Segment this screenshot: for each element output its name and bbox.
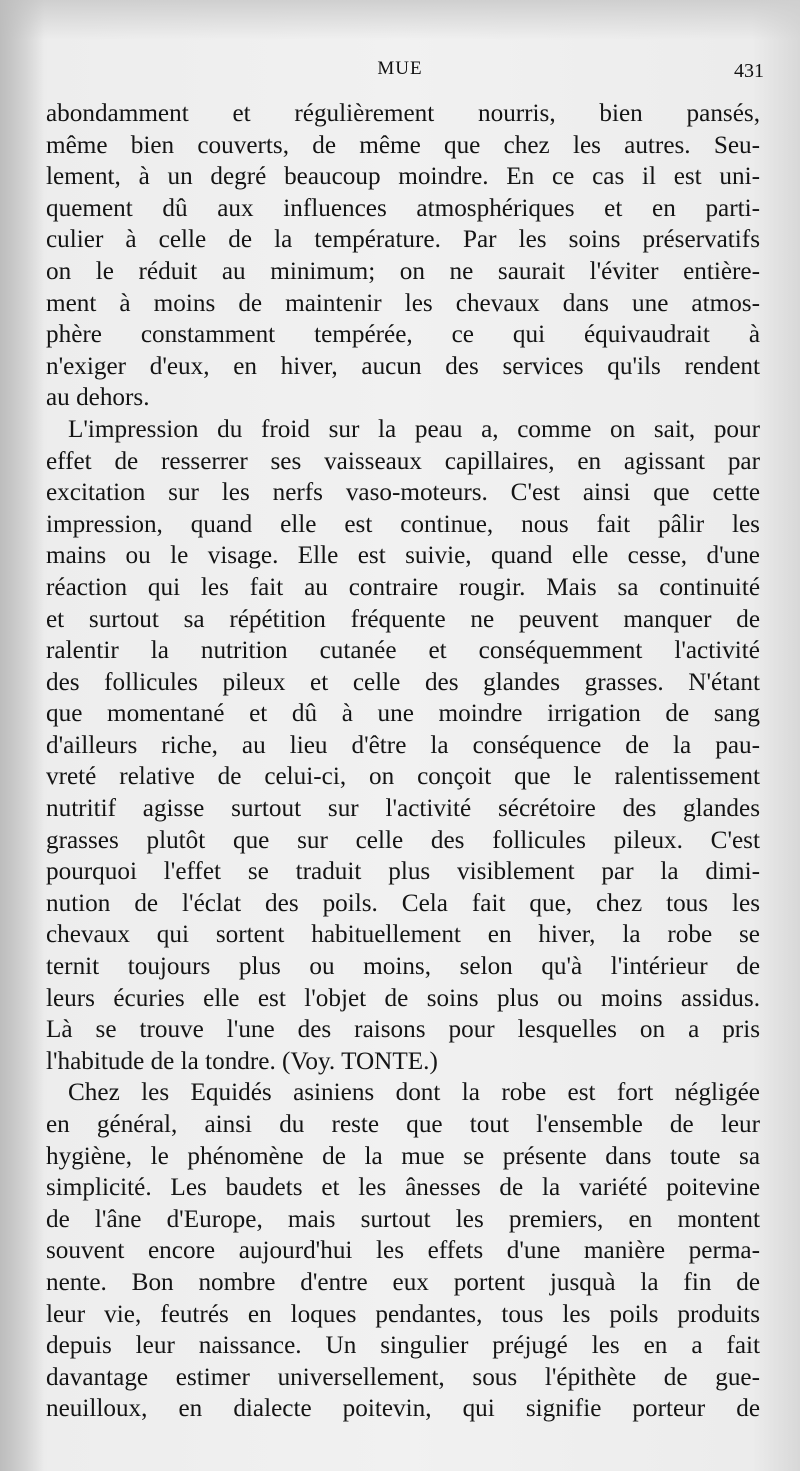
text-line: que momentané et dû à une moindre irrigation de sang <box>46 700 760 728</box>
paragraph-2 <box>46 414 760 1077</box>
text-line: ralentir la nutrition cutanée et conséquemment l'activité <box>46 637 760 665</box>
page-number: 431 <box>734 60 764 82</box>
text-line: neuilloux, en dialecte poitevin, qui signifie porteur de <box>46 1395 760 1423</box>
text-line: chevaux qui sortent habituellement en hiver, la robe se <box>46 921 760 949</box>
text-line: on le réduit au minimum; on ne saurait l'éviter entière- <box>46 257 760 285</box>
text-line: davantage estimer universellement, sous l'épithète de gue- <box>46 1363 760 1391</box>
text-line: culier à celle de la température. Par les soins préservatifs <box>46 226 760 254</box>
text-line: en général, ainsi du reste que tout l'ensemble de leur <box>46 1111 760 1138</box>
text-line: au dehors. <box>46 384 150 412</box>
scan-shadow-left <box>0 0 44 1471</box>
text-line: et surtout sa répétition fréquente ne peuvent manquer de <box>46 605 760 633</box>
text-line: réaction qui les fait au contraire rougir. Mais sa continuité <box>46 573 760 601</box>
text-line: leur vie, feutrés en loques pendantes, tous les poils produits <box>46 1300 760 1328</box>
text-line: excitation sur les nerfs vaso-moteurs. C'est ainsi que cette <box>46 479 760 507</box>
text-line: nutritif agisse surtout sur l'activité sécrétoire des glandes <box>46 795 760 823</box>
text-line: nution de l'éclat des poils. Cela fait que, chez tous les <box>46 889 760 917</box>
text-line: hygiène, le phénomène de la mue se présente dans toute sa <box>46 1142 760 1170</box>
text-line: Chez les Equidés asiniens dont la robe est fort négligée <box>68 1079 760 1107</box>
scan-shadow-top <box>0 0 800 40</box>
running-head: MUE <box>377 58 423 79</box>
text-line: Là se trouve l'une des raisons pour lesquelles on a pris <box>46 1016 760 1044</box>
text-line: ment à moins de maintenir les chevaux dans une atmos- <box>46 289 760 317</box>
text-line: grasses plutôt que sur celle des follicules pileux. C'est <box>46 826 760 854</box>
text-line: mains ou le visage. Elle est suivie, quand elle cesse, d'une <box>46 542 760 570</box>
text-line: simplicité. Les baudets et les ânesses de la variété poitevine <box>46 1174 760 1202</box>
text-line: lement, à un degré beaucoup moindre. En ce cas il est uni- <box>46 163 760 191</box>
body-text <box>46 98 760 1425</box>
page-header <box>0 58 800 88</box>
text-line: l'habitude de la tondre. (Voy. TONTE.) <box>46 1047 438 1075</box>
text-line: impression, quand elle est continue, nous fait pâlir les <box>46 510 760 538</box>
text-line: de l'âne d'Europe, mais surtout les premiers, en montent <box>46 1205 760 1233</box>
text-line: pourquoi l'effet se traduit plus visiblement par la dimi- <box>46 858 760 886</box>
paragraph-1 <box>46 98 760 414</box>
text-line: souvent encore aujourd'hui les effets d'une manière perma- <box>46 1237 760 1265</box>
text-line: nente. Bon nombre d'entre eux portent jusquà la fin de <box>46 1268 760 1296</box>
text-line: même bien couverts, de même que chez les autres. Seu- <box>46 131 760 159</box>
text-line: leurs écuries elle est l'objet de soins plus ou moins assidus. <box>46 984 760 1012</box>
text-line: des follicules pileux et celle des glandes grasses. N'étant <box>46 668 760 696</box>
text-line: depuis leur naissance. Un singulier préjugé les en a fait <box>46 1332 760 1360</box>
text-line: quement dû aux influences atmosphériques et en parti- <box>46 194 760 222</box>
text-line: ternit toujours plus ou moins, selon qu'à l'intérieur de <box>46 953 760 981</box>
text-line: vreté relative de celui-ci, on conçoit que le ralentissement <box>46 763 760 791</box>
text-line: L'impression du froid sur la peau a, comme on sait, pour <box>68 415 760 443</box>
text-line: abondamment et régulièrement nourris, bien pansés, <box>46 100 760 127</box>
paragraph-3 <box>46 1077 760 1425</box>
text-line: effet de resserrer ses vaisseaux capillaires, en agissant par <box>46 447 760 475</box>
text-line: d'ailleurs riche, au lieu d'être la conséquence de la pau- <box>46 731 760 759</box>
text-line: phère constamment tempérée, ce qui équivaudrait à <box>46 321 760 349</box>
text-line: n'exiger d'eux, en hiver, aucun des services qu'ils rendent <box>46 352 760 380</box>
